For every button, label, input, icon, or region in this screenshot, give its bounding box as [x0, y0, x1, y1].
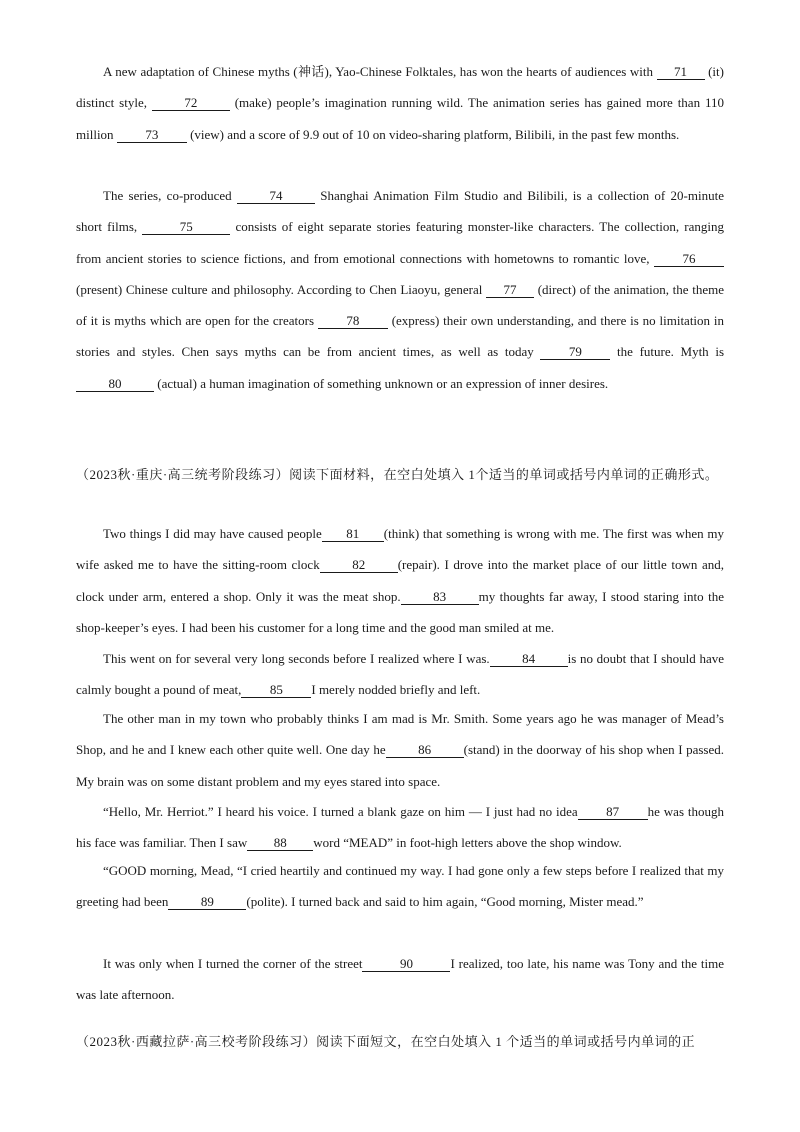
blank-78[interactable]: 78	[318, 313, 388, 329]
text: my thoughts far away, I stood staring into the shop-keeper’s eyes. I had been his customer for a long time and the good man smiled at me.	[76, 588, 724, 635]
text: I realized, too late, his name was Tony and the time was late afternoon.	[76, 956, 724, 1003]
passage2-paragraph3	[76, 703, 724, 797]
blank-83[interactable]: 83	[401, 589, 479, 605]
blank-71[interactable]: 71	[657, 64, 705, 80]
text: “GOOD morning, Mead, “I cried heartily and continued my way. I had gone only a few steps before I realized that my greeting had been	[76, 863, 724, 910]
blank-85[interactable]: 85	[241, 682, 311, 698]
blank-89[interactable]: 89	[168, 894, 246, 910]
text: A new adaptation of Chinese myths (神话), Yao-Chinese Folktales, has won the hearts of audiences with	[103, 64, 657, 79]
text: (present) Chinese culture and philosophy. According to Chen Liaoyu, general	[76, 281, 487, 297]
text: consists of eight separate stories featuring monster-like characters. The collection, ranging from ancient stories to science fictions, and from emotional connections with hometowns to romantic love,	[76, 219, 724, 266]
text: The other man in my town who probably thinks I am mad is Mr. Smith. Some years ago he was manager of Mead’s Shop, and he and I knew each other quite well. One day he	[76, 711, 724, 758]
section-heading-chongqing: （2023秋·重庆·高三统考阶段练习）阅读下面材料，在空白处填入 1个适当的单词或括号内单词的正确形式。	[76, 467, 719, 482]
blank-82[interactable]: 82	[320, 557, 398, 573]
text: (actual) a human imagination of something unknown or an expression of inner desires.	[154, 375, 609, 391]
passage2-paragraph5	[76, 855, 724, 918]
passage1-paragraph1	[76, 56, 724, 150]
passage2-paragraph1	[76, 518, 724, 643]
text: (express) their own understanding, and there is no limitation in stories and styles. Chen says myths can be from ancient times, as well as today	[76, 313, 724, 360]
blank-86[interactable]: 86	[386, 742, 464, 758]
blank-84[interactable]: 84	[490, 651, 568, 667]
blank-80[interactable]: 80	[76, 376, 154, 392]
text: (view) and a score of 9.9 out of 10 on video-sharing platform, Bilibili, in the past few months.	[186, 126, 680, 142]
blank-90[interactable]: 90	[362, 956, 450, 972]
text: (stand) in the doorway of his shop when I passed. My brain was on some distant problem and my eyes stared into space.	[76, 742, 724, 789]
blank-75[interactable]: 75	[142, 219, 230, 235]
section-heading-lhasa: （2023秋·西藏拉萨·高三校考阶段练习）阅读下面短文，在空白处填入 1 个适当的单词或括号内单词的正	[76, 1034, 696, 1049]
text: (direct) of the animation, the theme of it is myths which are open for the creators	[76, 281, 724, 329]
blank-81[interactable]: 81	[322, 526, 384, 542]
text: The series, co-produced	[103, 188, 237, 203]
blank-72[interactable]: 72	[152, 95, 230, 111]
text: word “MEAD” in foot-high letters above the shop window.	[313, 835, 622, 851]
blank-88[interactable]: 88	[247, 835, 313, 851]
blank-87[interactable]: 87	[578, 804, 648, 820]
text: the future. Myth is	[610, 344, 725, 360]
text: It was only when I turned the corner of the street	[103, 956, 363, 971]
text: (it) distinct style,	[76, 64, 724, 111]
text: (polite). I turned back and said to him again, “Good morning, Mister mead.”	[246, 894, 644, 910]
passage2-paragraph6	[76, 948, 724, 1011]
passage1-paragraph2	[76, 180, 724, 399]
passage2-paragraph4	[76, 796, 724, 859]
text: I merely nodded briefly and left.	[311, 682, 481, 698]
text: is no doubt that I should have calmly bought a pound of meat,	[76, 651, 724, 698]
blank-76[interactable]: 76	[654, 251, 724, 267]
text: (think) that something is wrong with me. The first was when my wife asked me to have the sitting-room clock	[76, 526, 725, 573]
blank-73[interactable]: 73	[117, 127, 187, 143]
blank-79[interactable]: 79	[540, 344, 610, 360]
text: he was though his face was familiar. Then I saw	[76, 804, 724, 851]
text: “Hello, Mr. Herriot.” I heard his voice. I turned a blank gaze on him — I just had no idea	[103, 804, 578, 819]
blank-77[interactable]: 77	[486, 282, 534, 298]
blank-74[interactable]: 74	[237, 188, 315, 204]
text: Two things I did may have caused people	[103, 526, 322, 541]
passage2-paragraph2	[76, 643, 724, 706]
text: Shanghai Animation Film Studio and Bilibili, is a collection of 20-minute short films,	[76, 188, 724, 235]
text: (repair). I drove into the market place of our little town and, clock under arm, entered a shop. Only it was the meat shop.	[76, 557, 724, 604]
text: (make) people’s imagination running wild. The animation series has gained more than 110 million	[76, 95, 724, 142]
text: This went on for several very long seconds before I realized where I was.	[103, 651, 490, 666]
